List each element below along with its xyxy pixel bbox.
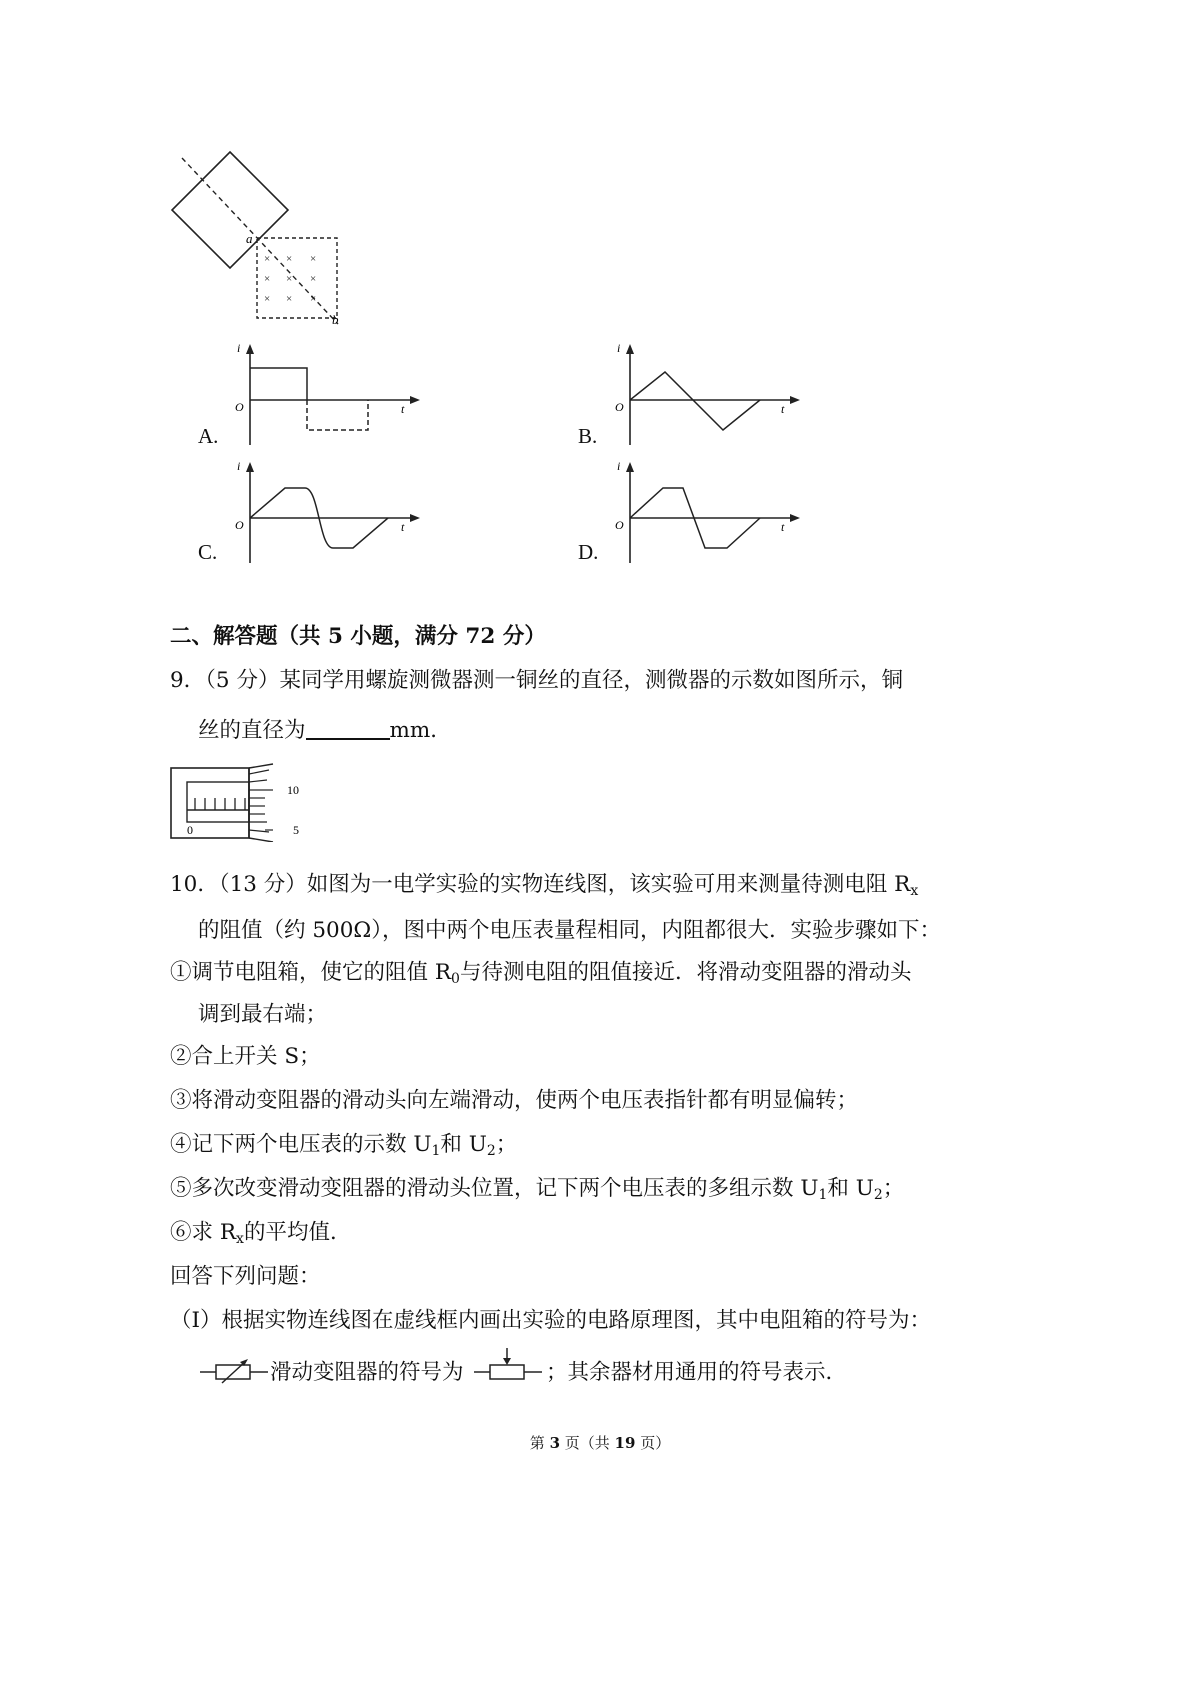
- loop-and-field-figure: [160, 140, 390, 360]
- q10-part1-line2-a: 滑动变阻器的符号为: [270, 1360, 464, 1385]
- q10-step4-mid: 和 U: [440, 1132, 487, 1157]
- section2-heading: 二、解答题（共 5 小题，满分 72 分）: [170, 624, 546, 649]
- q10-part1: （Ⅰ）根据实物连线图在虚线框内画出实验的电路原理图，其中电阻箱的符号为：: [170, 1308, 931, 1333]
- square-loop: [172, 152, 288, 268]
- q10-step4: [170, 1132, 518, 1159]
- q10-step5-sub2: 2: [873, 1187, 883, 1203]
- q9-line1: 9．（5 分）某同学用螺旋测微器测一铜丝的直径，测微器的示数如图所示，铜: [170, 668, 903, 693]
- graph-option-a: [225, 340, 425, 450]
- svg-text:t: t: [781, 520, 785, 534]
- svg-text:×: ×: [310, 253, 317, 265]
- option-b-label: B.: [578, 424, 598, 448]
- q10-line1: [170, 872, 919, 899]
- svg-text:i: i: [237, 459, 241, 473]
- q10-step1a-pre: ①调节电阻箱，使它的阻值 R: [170, 960, 452, 985]
- q9-answer-blank: [306, 718, 390, 740]
- svg-text:O: O: [615, 400, 624, 414]
- q9-line2: [198, 718, 452, 742]
- graph-option-c: [225, 458, 425, 568]
- svg-text:t: t: [401, 402, 405, 416]
- svg-text:i: i: [237, 341, 241, 355]
- micrometer-label-0: 0: [187, 823, 193, 837]
- q10-step4-post: ；: [495, 1132, 518, 1157]
- svg-text:i: i: [617, 341, 621, 355]
- q10-step1a-post: 与待测电阻的阻值接近．将滑动变阻器的滑动头: [459, 960, 912, 985]
- q10-step4-sub1: 1: [431, 1143, 441, 1159]
- page-footer: [0, 1432, 1200, 1453]
- footer-pre: 第: [529, 1434, 550, 1452]
- q10-part1-line2-b: ；其余器材用通用的符号表示．: [546, 1360, 848, 1385]
- q10-step6: [170, 1220, 352, 1247]
- option-c-label: C.: [198, 540, 218, 564]
- q10-step5-mid: 和 U: [827, 1176, 874, 1201]
- q10-step5-pre: ⑤多次改变滑动变阻器的滑动头位置，记下两个电压表的多组示数 U: [170, 1176, 819, 1201]
- svg-text:t: t: [781, 402, 785, 416]
- footer-page-number: 3: [549, 1434, 560, 1452]
- footer-total-pages: 19: [614, 1434, 636, 1452]
- q10-step1a: [170, 960, 912, 987]
- q10-step6-pre: ⑥求 R: [170, 1220, 237, 1245]
- q10-step5-post: ；: [882, 1176, 905, 1201]
- q10-step3: ③将滑动变阻器的滑动头向左端滑动，使两个电压表指针都有明显偏转；: [170, 1088, 859, 1113]
- svg-text:×: ×: [264, 293, 271, 305]
- q10-step6-sub: x: [236, 1231, 244, 1247]
- svg-text:×: ×: [264, 273, 271, 285]
- svg-text:O: O: [615, 518, 624, 532]
- footer-mid: 页（共: [560, 1434, 615, 1452]
- svg-text:×: ×: [286, 293, 293, 305]
- graph-option-b: [605, 340, 805, 450]
- svg-text:×: ×: [286, 253, 293, 265]
- q10-answer-prompt: 回答下列问题：: [170, 1264, 321, 1289]
- svg-text:O: O: [235, 518, 244, 532]
- graph-option-d: [605, 458, 805, 568]
- q10-line2: 的阻值（约 500Ω），图中两个电压表量程相同，内阻都很大．实验步骤如下：: [198, 918, 941, 943]
- rheostat-symbol: [472, 1344, 544, 1390]
- resistance-box-symbol: [198, 1350, 270, 1390]
- svg-text:i: i: [617, 459, 621, 473]
- micrometer-label-5: 5: [293, 823, 299, 837]
- q9-line2-pre: 丝的直径为: [198, 718, 306, 743]
- q10-step4-pre: ④记下两个电压表的示数 U: [170, 1132, 432, 1157]
- svg-text:t: t: [401, 520, 405, 534]
- svg-text:×: ×: [286, 273, 293, 285]
- micrometer-figure: [165, 762, 315, 842]
- q10-step1a-sub: 0: [451, 971, 460, 987]
- svg-text:×: ×: [310, 273, 317, 285]
- svg-text:O: O: [235, 400, 244, 414]
- q10-step2: ②合上开关 S；: [170, 1044, 321, 1069]
- q10-step6-post: 的平均值．: [243, 1220, 352, 1245]
- field-crosses: [264, 253, 316, 305]
- q10-step5-sub1: 1: [818, 1187, 828, 1203]
- svg-text:×: ×: [310, 293, 317, 305]
- point-b-label: b: [332, 312, 339, 327]
- micrometer-label-10: 10: [287, 783, 299, 797]
- q10-step1b: 调到最右端；: [198, 1002, 328, 1027]
- option-d-label: D.: [578, 540, 599, 564]
- footer-post: 页）: [635, 1434, 671, 1452]
- svg-text:×: ×: [264, 253, 271, 265]
- option-a-label: A.: [198, 424, 219, 448]
- point-a-label: a: [246, 231, 253, 246]
- q10-step5: [170, 1176, 905, 1203]
- q9-line2-post: mm．: [389, 718, 452, 743]
- q10-step4-sub2: 2: [486, 1143, 496, 1159]
- q10-line1-text: 10．（13 分）如图为一电学实验的实物连线图，该实验可用来测量待测电阻 R: [170, 872, 911, 897]
- q10-line1-sub: x: [910, 883, 919, 899]
